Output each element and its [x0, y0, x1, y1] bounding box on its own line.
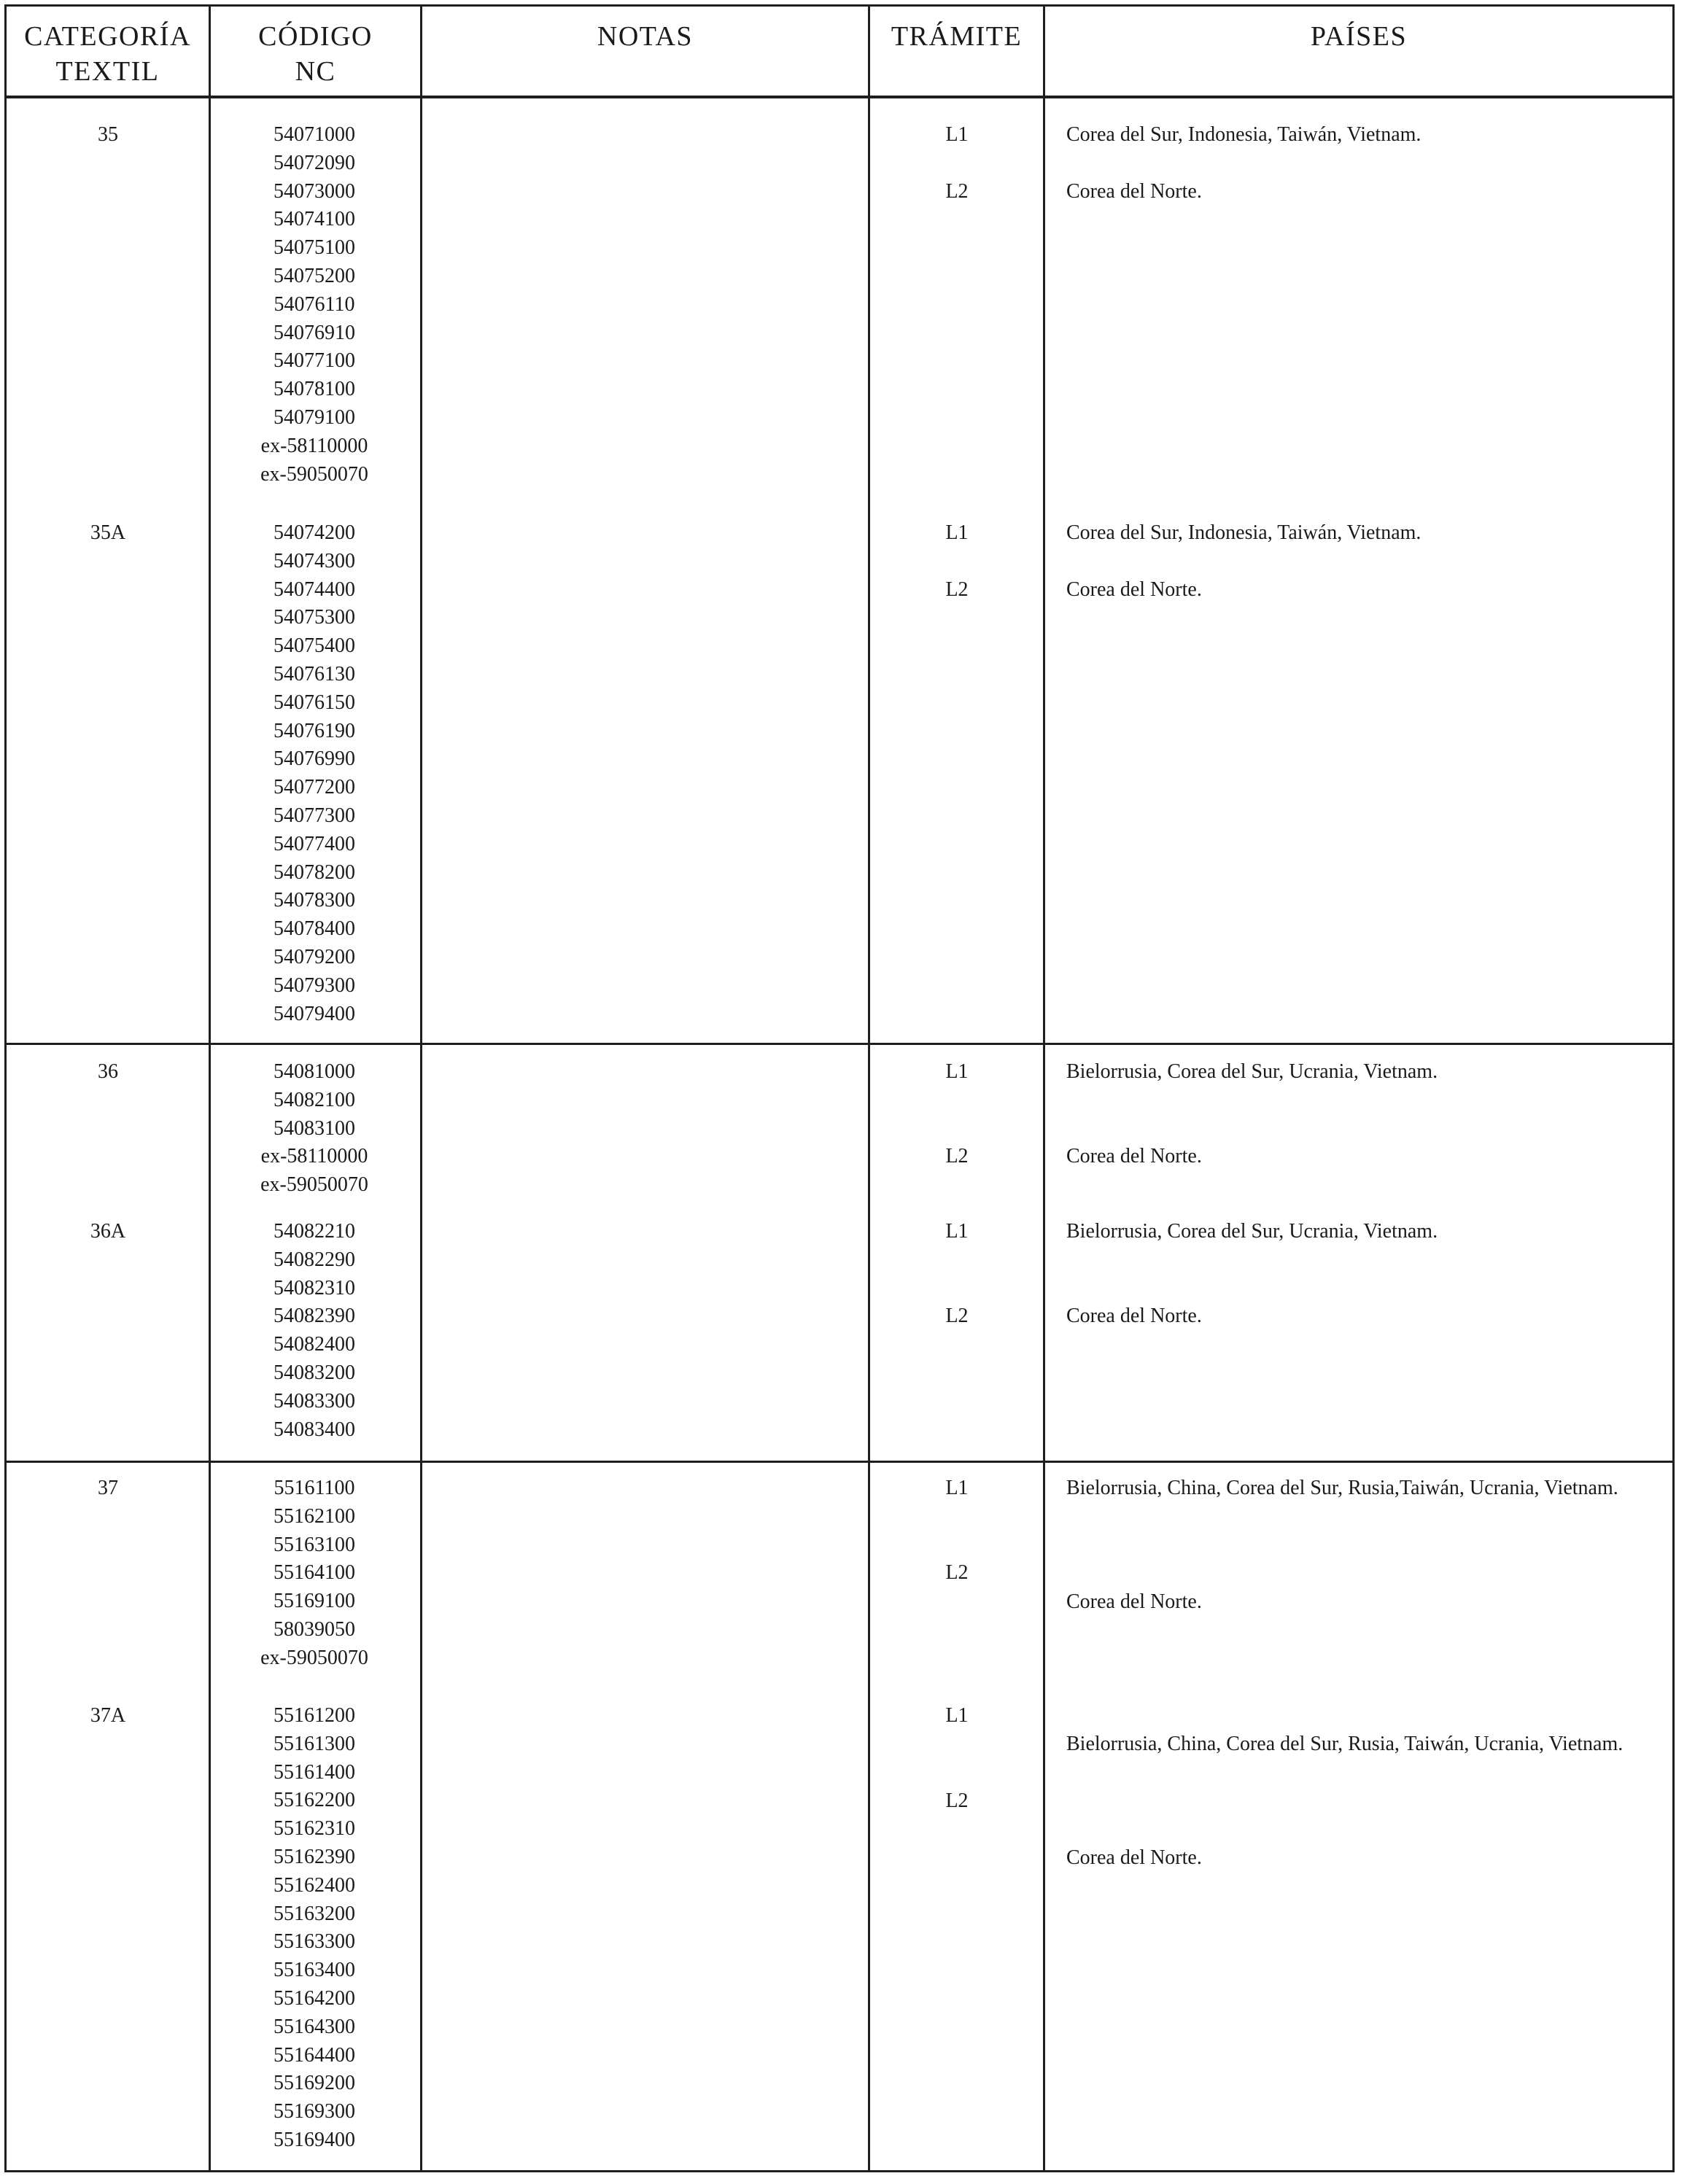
paises-l1-37: Bielorrusia, China, Corea del Sur, Rusia,Taiwán, Ucrania, Vietnam. — [1066, 1477, 1618, 1499]
tramite-l2-35: L2 — [945, 180, 969, 203]
category-36a: 36A — [90, 1220, 126, 1243]
category-35a: 35A — [90, 521, 126, 544]
column-divider-1 — [209, 4, 211, 2172]
category-37: 37 — [98, 1477, 118, 1499]
tramite-l1-35a: L1 — [945, 521, 969, 544]
paises-l2-37: Corea del Norte. — [1066, 1590, 1202, 1613]
paises-l1-35: Corea del Sur, Indonesia, Taiwán, Vietnam. — [1066, 123, 1421, 146]
category-37a: 37A — [90, 1704, 126, 1727]
nc-codes-36a: 54082210 54082290 54082310 54082390 54082400 54083200 54083300 54083400 — [274, 1220, 355, 1441]
group-divider-36-37 — [4, 1461, 1675, 1463]
column-divider-4 — [1043, 4, 1045, 2172]
column-divider-3 — [868, 4, 870, 2172]
tramite-l2-35a: L2 — [945, 578, 969, 601]
tramite-l1-36a: L1 — [945, 1220, 969, 1243]
header-categoria-textil: CATEGORÍA TEXTIL — [24, 21, 191, 87]
paises-l2-36: Corea del Norte. — [1066, 1145, 1202, 1167]
paises-l1-35a: Corea del Sur, Indonesia, Taiwán, Vietnam. — [1066, 521, 1421, 544]
nc-codes-37a: 55161200 55161300 55161400 55162200 55162310 55162390 55162400 55163200 55163300 55163400 55164200 55164300 55164400 55169200 55169300 55169400 — [274, 1704, 355, 2151]
table-top-border — [4, 4, 1675, 7]
category-36: 36 — [98, 1060, 118, 1083]
table-left-border — [4, 4, 7, 2172]
category-35: 35 — [98, 123, 118, 146]
tramite-l1-35: L1 — [945, 123, 969, 146]
tramite-l2-37: L2 — [945, 1561, 969, 1584]
group-divider-35-36 — [4, 1043, 1675, 1045]
paises-l1-37a: Bielorrusia, China, Corea del Sur, Rusia, Taiwán, Ucrania, Vietnam. — [1066, 1733, 1624, 1755]
nc-codes-36: 54081000 54082100 54083100 ex-58110000 ex-59050070 — [260, 1060, 368, 1197]
column-divider-2 — [420, 4, 422, 2172]
tramite-l2-36: L2 — [945, 1145, 969, 1167]
header-paises: PAÍSES — [1310, 21, 1408, 52]
paises-l2-36a: Corea del Norte. — [1066, 1305, 1202, 1327]
table-bottom-border — [4, 2170, 1675, 2172]
header-notas: NOTAS — [597, 21, 694, 52]
nc-codes-35a: 54074200 54074300 54074400 54075300 54075400 54076130 54076150 54076190 54076990 54077200 54077300 54077400 54078200 54078300 54078400 54079200 54079300 54079400 — [274, 521, 355, 1025]
nc-codes-37: 55161100 55162100 55163100 55164100 55169100 58039050 ex-59050070 — [260, 1477, 368, 1669]
tramite-l2-37a: L2 — [945, 1789, 969, 1812]
tramite-l1-37: L1 — [945, 1477, 969, 1499]
tramite-l2-36a: L2 — [945, 1305, 969, 1327]
header-tramite: TRÁMITE — [891, 21, 1023, 52]
table-right-border — [1672, 4, 1675, 2172]
paises-l2-35: Corea del Norte. — [1066, 180, 1202, 203]
nc-codes-35: 54071000 54072090 54073000 54074100 54075100 54075200 54076110 54076910 54077100 54078100 54079100 ex-58110000 ex-59050070 — [260, 123, 368, 486]
paises-l1-36a: Bielorrusia, Corea del Sur, Ucrania, Vietnam. — [1066, 1220, 1438, 1243]
tramite-l1-36: L1 — [945, 1060, 969, 1083]
paises-l2-37a: Corea del Norte. — [1066, 1846, 1202, 1869]
header-bottom-border — [4, 96, 1675, 98]
tramite-l1-37a: L1 — [945, 1704, 969, 1727]
paises-l2-35a: Corea del Norte. — [1066, 578, 1202, 601]
paises-l1-36: Bielorrusia, Corea del Sur, Ucrania, Vietnam. — [1066, 1060, 1438, 1083]
header-codigo-nc: CÓDIGO NC — [258, 21, 373, 87]
